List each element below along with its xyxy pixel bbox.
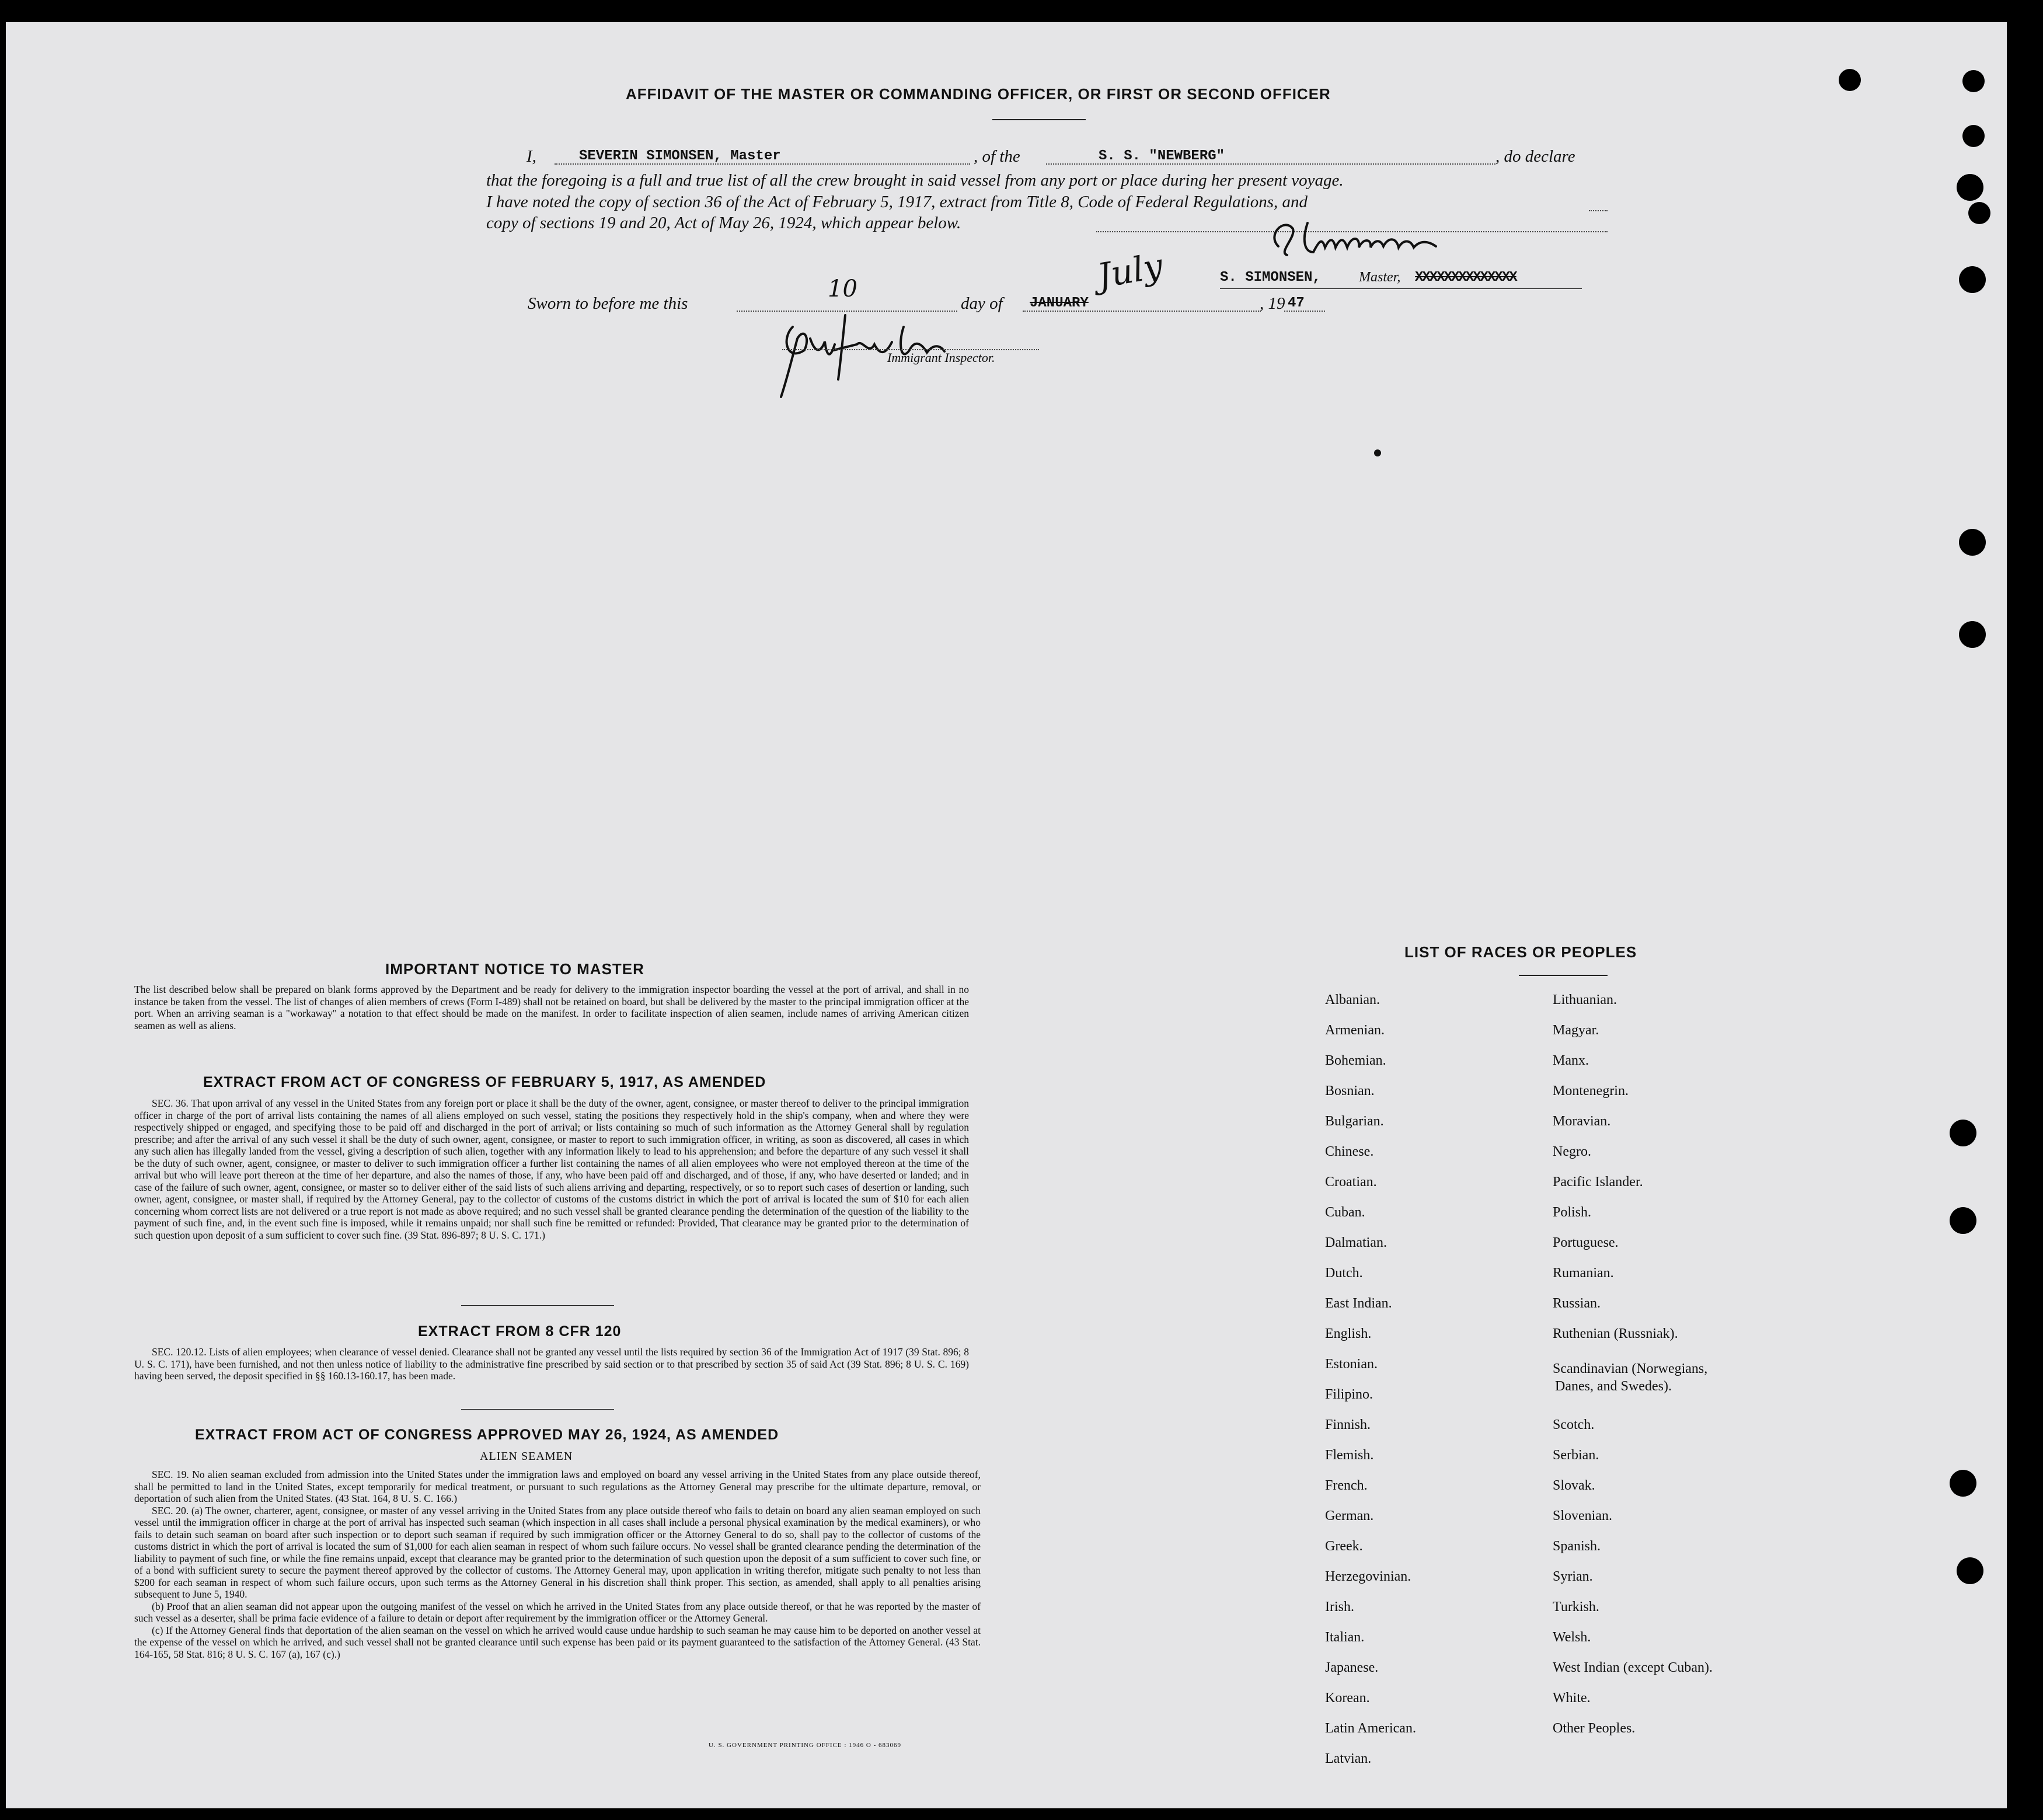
punch-hole [1950,1120,1976,1146]
race-item: Ruthenian (Russniak). [1553,1326,1678,1341]
race-item: Magyar. [1553,1023,1599,1038]
punch-hole [1957,174,1983,201]
notice-text: The list described below shall be prepared on blank forms approved by the Department and be ready for delivery to the immigration inspector boarding the vessel at the port of arrival, and shall in no instance be taken from the vessel. The list of changes of alien members of crews (Form I-489) shall not be retained on board, but shall be delivered by the master to the principal immigration officer at the port. When an arriving seaman is a "workaway" a notation to that effect should be made on the manifest. In order to facilitate inspection of alien seamen, include names of arriving American citizen seamen as well as aliens. [134,984,969,1031]
race-item: Scotch. [1553,1417,1595,1432]
race-item: Other Peoples. [1553,1721,1636,1736]
extract-cfr-title: EXTRACT FROM 8 CFR 120 [418,1323,622,1340]
race-item: Danes, and Swedes). [1555,1379,1672,1394]
extract-1917-title: EXTRACT FROM ACT OF CONGRESS OF FEBRUARY 5, 1917, AS AMENDED [203,1074,766,1090]
title-rule [992,119,1086,120]
race-item: Slovak. [1553,1478,1595,1493]
month-typed: JANUARY [1030,295,1089,311]
divider-2 [461,1409,614,1410]
extract-1924-body [134,1469,981,1660]
race-item: Turkish. [1553,1599,1599,1615]
punch-hole [1957,1557,1983,1584]
race-item: Bohemian. [1325,1053,1386,1068]
race-item: Latin American. [1325,1721,1416,1736]
race-item: East Indian. [1325,1296,1392,1311]
race-item: Rumanian. [1553,1265,1614,1281]
struck-officer-title: XXXXXXXXXXXXXX [1415,270,1516,285]
line3-dots [1589,210,1608,211]
punch-hole [1959,266,1986,293]
punch-hole [1839,69,1861,91]
race-item: Moravian. [1553,1114,1611,1129]
declaration-line-3: I have noted the copy of section 36 of the Act of February 5, 1917, extract from Title 8, Code of Federal Regulations, and [486,193,1308,211]
punch-hole [1950,1470,1976,1497]
master-label: Master, [1359,270,1401,285]
race-item: Flemish. [1325,1448,1374,1463]
notice-body [134,984,969,1031]
affidavit-title: AFFIDAVIT OF THE MASTER OR COMMANDING OFFICER, OR FIRST OR SECOND OFFICER [626,85,1331,103]
race-item: Armenian. [1325,1023,1385,1038]
inspector-label: Immigrant Inspector. [887,350,995,365]
punch-hole [1962,125,1985,147]
sec-20b-text: (b) Proof that an alien seaman did not appear upon the outgoing manifest of the vessel on which he arrived in the United States from any place outside thereof, or that he was reported by the master of such vessel as a deserter, shall be prima facie evidence of a failure to detain or deport after requirement by the immigration officer or the Attorney General. [134,1600,981,1624]
extract-cfr-body [134,1346,969,1382]
month-handwritten: July [1094,245,1166,297]
race-item: Serbian. [1553,1448,1599,1463]
race-item: French. [1325,1478,1368,1493]
extract-1917-text: SEC. 36. That upon arrival of any vessel in the United States from any foreign port or place it shall be the duty of the owner, agent, consignee, or master thereof to deliver to the principal immigration officer in charge of the port of arrival lists containing the names of all aliens employed on such vessel, stating the positions they respectively hold in the ship's company, when and where they were respectively shipped or engaged, and specifying those to be paid off and discharged in the port of arrival; or lists containing so much of such information as the Attorney General shall by regulation prescribe; and after the arrival of any such vessel it shall be the duty of such owner, agent, consignee, or master to report to such immigration officer, in writing, as soon as discovered, all cases in which any such alien has illegally landed from the vessel, giving a description of such alien, together with any information likely to lead to his apprehension; and before the departure of any such vessel it shall be the duty of such owner, agent, consignee, or master to deliver to such immigration officer a further list containing the names of all alien employees who were not employed thereon at the time of the arrival but who will leave port thereon at the time of her departure, and also the names of those, if any, who have been paid off and discharged, and of those, if any, who have deserted or landed; and in case of the failure of such owner, agent, consignee, or master so to deliver either of the said lists of such aliens arriving and departing, respectively, or so to report such cases of desertion or landing, such owner, agent, consignee, or master shall, if required by the Attorney General, pay to the collector of customs of the customs district in which the port of arrival is located the sum of $10 for each alien concerning whom correct lists are not delivered or a true report is not made as above required; and no such vessel shall be granted clearance pending the determination of the question of the liability to the payment of such fine, and, in the event such fine is imposed, while it remains unpaid; nor shall such fine be remitted or refunded: Provided, That clearance may be granted prior to the determination of such question upon deposit of a sum sufficient to cover such fine. (39 Stat. 896-897; 8 U. S. C. 171.) [134,1097,969,1241]
race-item: Dutch. [1325,1265,1363,1281]
sec-20a-text: SEC. 20. (a) The owner, charterer, agent, consignee, or master of any vessel arriving in the United States from any place outside thereof who fails to detain on board any alien seaman employed on such vessel until the immigration officer in charge at the port of arrival has inspected such seaman (which inspection in all cases shall include a personal physical examination by the medical examiners), or who fails to detain such seaman on board after such inspection or to deport such seaman if required by such immigration officer or the Attorney General to do so, shall pay to the collector of customs of the customs district in which the port of arrival is located the sum of $1,000 for each alien seaman in respect of whom such failure occurs. No vessel shall be granted clearance pending the determination of the liability to payment of such fine, or while the fine remains unpaid, except that clearance may be granted prior to the determination of such question upon the deposit of a sum sufficient to cover such fine, or of a bond with sufficient surety to secure the payment thereof approved by the collector of customs. The Attorney General may, upon application in writing therefor, mitigate such penalty to not less than $200 for each seaman in respect of whom such failure occurs, upon such terms as the Attorney General in his discretion shall think proper. This section, as amended, shall apply to all penalties arising subsequent to June 5, 1940. [134,1504,981,1600]
of-the-label: , of the [974,147,1020,166]
sec-20c-text: (c) If the Attorney General finds that deportation of the alien seaman on the vessel on which he arrived would cause undue hardship to such seaman he may cause him to be deported on another vessel at the expense of the vessel on which he arrived, and such vessel shall not be granted clearance until such expense has been paid or its payment guaranteed to the satisfaction of the Attorney General. (43 Stat. 164-165, 58 Stat. 816; 8 U. S. C. 167 (a), 167 (c).) [134,1624,981,1660]
race-item: Cuban. [1325,1205,1365,1220]
race-item: Welsh. [1553,1630,1591,1645]
race-item: Latvian. [1325,1751,1372,1766]
notice-title: IMPORTANT NOTICE TO MASTER [385,960,644,978]
punch-hole [1959,621,1986,648]
day-handwritten: 10 [828,276,857,302]
alien-seamen-subtitle: ALIEN SEAMEN [480,1450,573,1463]
race-item: Negro. [1553,1144,1591,1159]
race-item: Bosnian. [1325,1083,1375,1099]
races-title-rule [1519,975,1608,976]
day-of-label: day of [961,294,1003,313]
divider-1 [461,1305,614,1306]
race-item: West Indian (except Cuban). [1553,1660,1713,1675]
race-item: Scandinavian (Norwegians, [1553,1361,1708,1376]
sworn-label: Sworn to before me this [528,294,688,313]
race-item: Japanese. [1325,1660,1379,1675]
race-item: Spanish. [1553,1539,1601,1554]
master-typed-name: S. SIMONSEN, [1220,270,1321,285]
declarant-name: SEVERIN SIMONSEN, Master [579,148,781,164]
race-item: Herzegovinian. [1325,1569,1411,1584]
race-item: Irish. [1325,1599,1354,1615]
master-signature [1261,211,1506,264]
races-title: LIST OF RACES OR PEOPLES [1404,943,1637,961]
printer-note: U. S. GOVERNMENT PRINTING OFFICE : 1946 O - 683069 [709,1742,902,1749]
signature-rule [1220,288,1582,289]
punch-hole [1950,1207,1976,1234]
race-item: Lithuanian. [1553,992,1617,1007]
race-item: Korean. [1325,1690,1370,1706]
race-item: Filipino. [1325,1387,1373,1402]
race-item: Manx. [1553,1053,1589,1068]
race-item: Chinese. [1325,1144,1374,1159]
race-item: Pacific Islander. [1553,1174,1643,1190]
declaration-line-4: copy of sections 19 and 20, Act of May 26, 1924, which appear below. [486,214,961,232]
year-value: 47 [1288,295,1305,311]
year-prefix: , 19 [1260,294,1285,313]
extract-1924-title: EXTRACT FROM ACT OF CONGRESS APPROVED MAY 26, 1924, AS AMENDED [195,1427,779,1443]
race-item: Russian. [1553,1296,1601,1311]
extract-cfr-text: SEC. 120.12. Lists of alien employees; when clearance of vessel denied. Clearance shall not be granted any vessel until the lists required by section 36 of the Immigration Act of 1917 (39 Stat. 896; 8 U. S. C. 171), have been furnished, and not then unless notice of liability to the administrative fine prescribed by said section or to that prescribed by section 35 of said Act (39 Stat. 896; 8 U. S. C. 169) having been served, the deposit specified in §§ 160.13-160.17, has been made. [134,1346,969,1382]
year-dots [1284,311,1325,312]
race-item: German. [1325,1508,1374,1523]
race-item: White. [1553,1690,1591,1706]
race-item: English. [1325,1326,1372,1341]
race-item: Greek. [1325,1539,1363,1554]
extract-1917-body [134,1097,969,1241]
race-item: Croatian. [1325,1174,1377,1190]
race-item: Montenegrin. [1553,1083,1629,1099]
sec-19-text: SEC. 19. No alien seaman excluded from admission into the United States under the immigration laws and employed on board any vessel arriving in the United States from any place outside thereof, shall be permitted to land in the United States, except temporarily for medical treatment, or pursuant to such regulations as the Attorney General may prescribe for the ultimate departure, removal, or deportation of such alien from the United States. (43 Stat. 164, 8 U. S. C. 166.) [134,1469,981,1504]
punch-hole [1959,529,1986,556]
vessel-name: S. S. "NEWBERG" [1099,148,1225,164]
punch-hole [1962,70,1985,92]
race-item: Polish. [1553,1205,1592,1220]
punch-hole [1968,202,1990,224]
declaration-i: I, [527,147,536,166]
do-declare-label: , do declare [1495,147,1575,166]
race-item: Slovenian. [1553,1508,1612,1523]
race-item: Portuguese. [1553,1235,1619,1250]
race-item: Finnish. [1325,1417,1371,1432]
race-item: Syrian. [1553,1569,1593,1584]
race-item: Estonian. [1325,1357,1378,1372]
race-item: Dalmatian. [1325,1235,1387,1250]
ink-speck [1374,449,1381,456]
race-item: Albanian. [1325,992,1380,1007]
race-item: Italian. [1325,1630,1365,1645]
race-item: Bulgarian. [1325,1114,1384,1129]
declaration-line-2: that the foregoing is a full and true list of all the crew brought in said vessel from any port or place during her present voyage. [486,171,1344,190]
